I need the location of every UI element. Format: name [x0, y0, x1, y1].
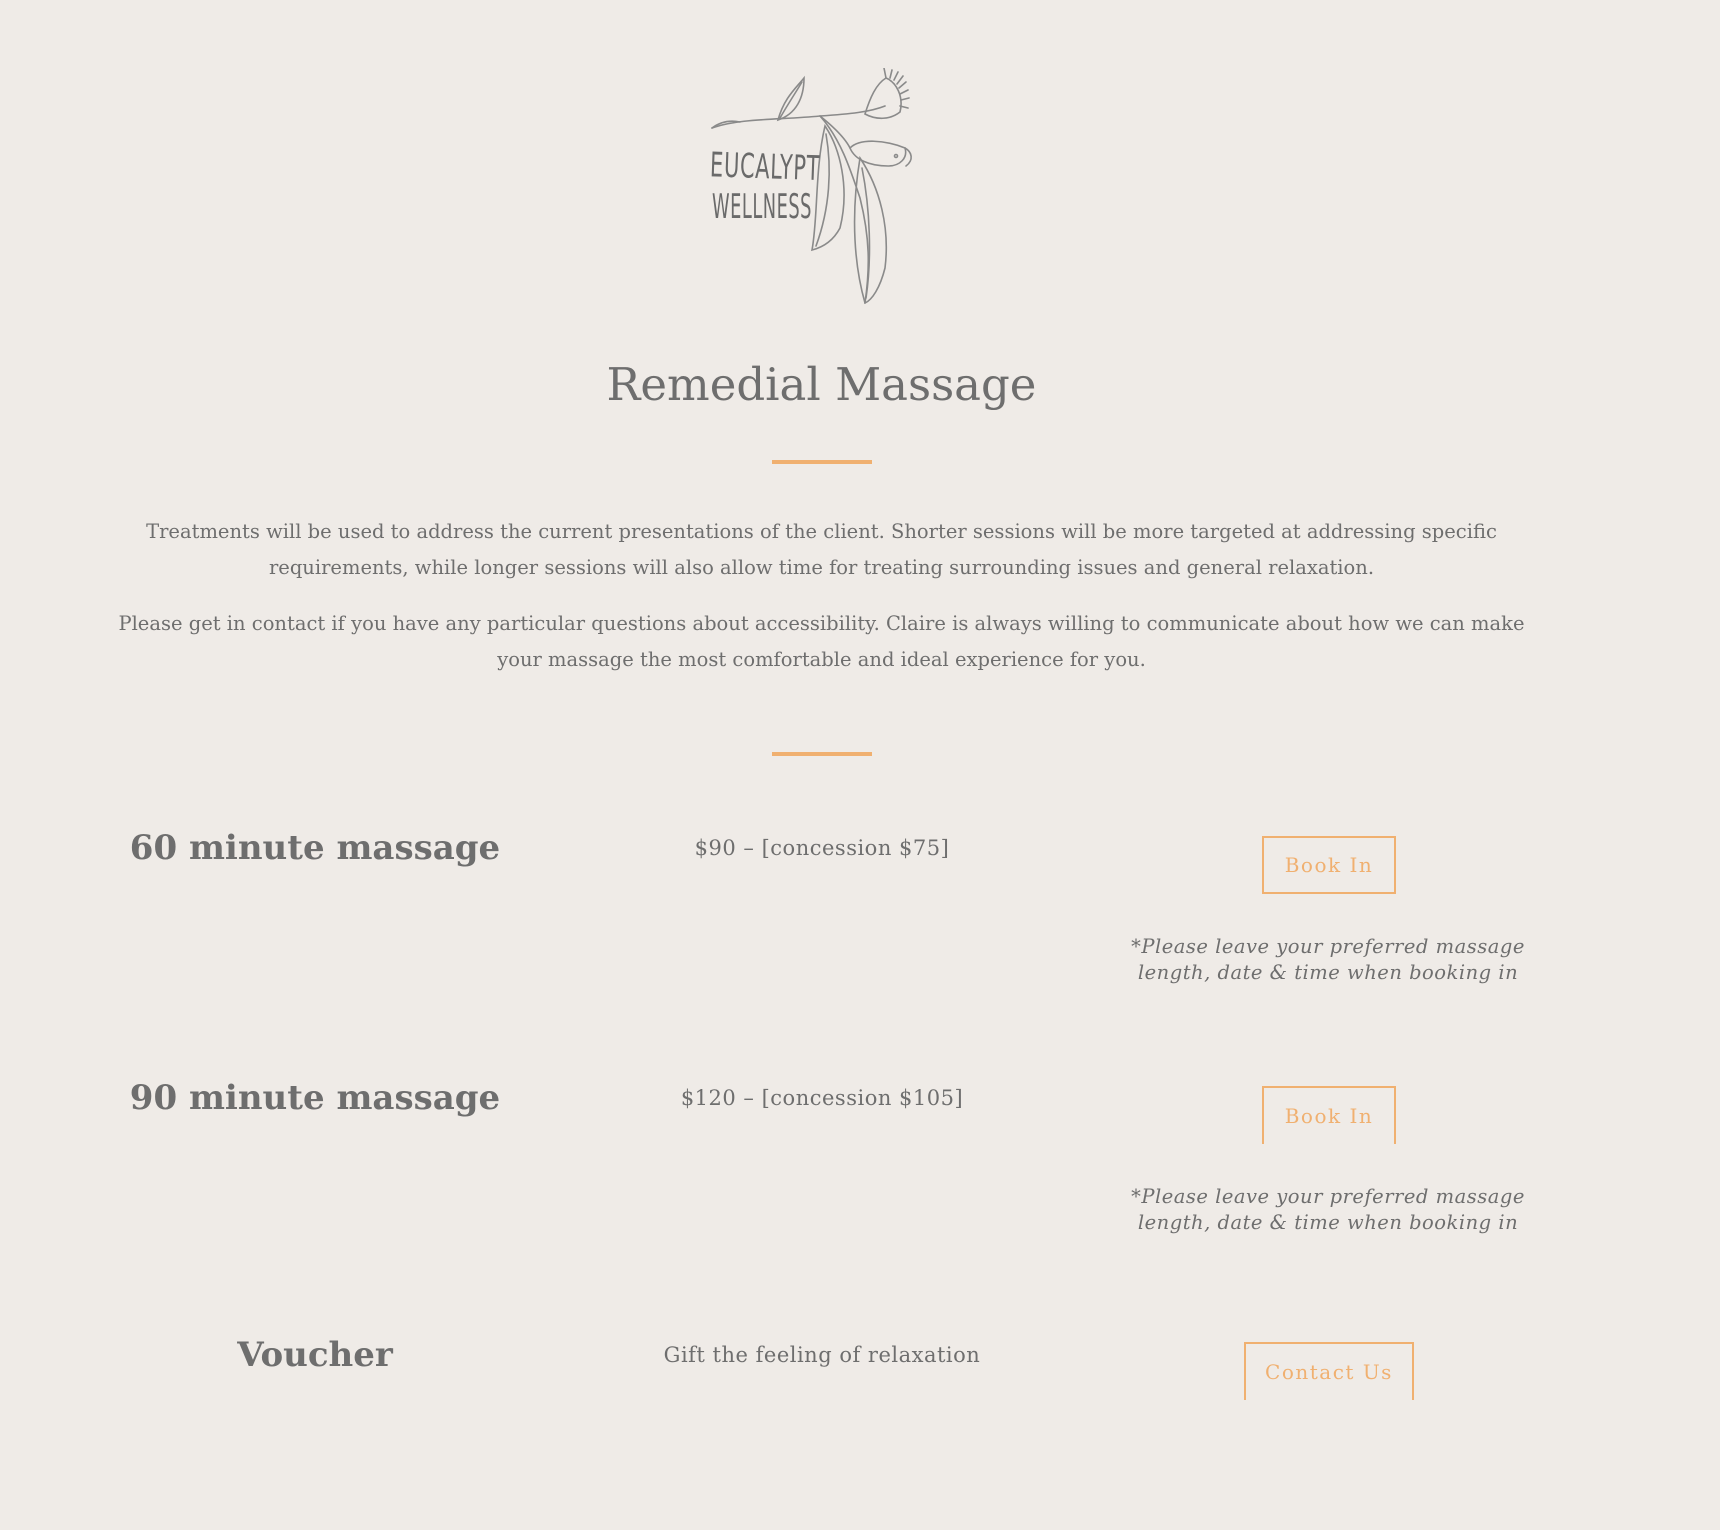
service-price-90-minute: $120 – [concession $105] [680, 1086, 964, 1110]
title-divider [772, 460, 872, 464]
service-name-90-minute: 90 minute massage [129, 1078, 501, 1118]
book-in-button-90-minute[interactable]: Book In [1262, 1086, 1396, 1144]
brand-logo[interactable] [700, 68, 948, 318]
intro-paragraph-treatments: Treatments will be used to address the current presentations of the client. Shorter sessions will be more targeted at addressing specific requirements, while longer sessions will also allow time for treating surrounding issues and general relaxation. [146, 520, 1497, 579]
svg-text:WELLNESS: WELLNESS [712, 187, 812, 227]
section-divider [772, 752, 872, 756]
service-price-60-minute: $90 – [concession $75] [694, 836, 950, 860]
contact-us-button[interactable]: Contact Us [1244, 1342, 1414, 1400]
booking-note-90-minute: *Please leave your preferred massage length, date & time when booking in [1131, 1185, 1525, 1234]
book-in-button-60-minute[interactable]: Book In [1262, 836, 1396, 894]
service-name-60-minute: 60 minute massage [129, 828, 501, 868]
page-title: Remedial Massage [606, 358, 1037, 411]
eucalyptus-branch-icon [700, 68, 948, 318]
service-name-voucher: Voucher [237, 1335, 393, 1375]
voucher-tagline: Gift the feeling of relaxation [663, 1343, 981, 1367]
booking-note-60-minute: *Please leave your preferred massage length, date & time when booking in [1131, 935, 1525, 984]
svg-text:EUCALYPT: EUCALYPT [709, 145, 889, 192]
intro-paragraph-accessibility: Please get in contact if you have any particular questions about accessibility. Claire is always willing to communicate about how we can make your massage the most comfortable and ideal experience for you. [118, 612, 1525, 671]
